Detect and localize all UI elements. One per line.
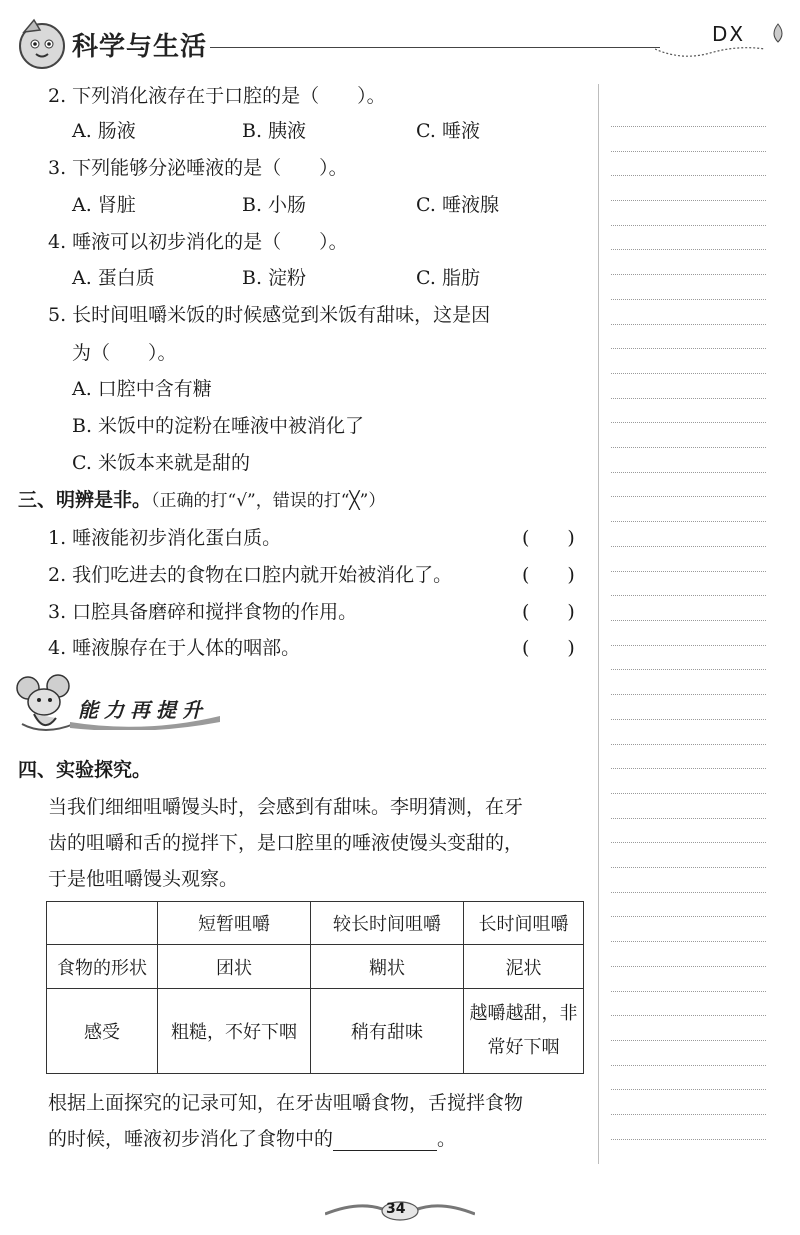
question-4-option-c: C. 脂肪 [416, 267, 480, 289]
margin-guide-line [611, 793, 766, 794]
section3-heading [18, 488, 385, 513]
section4-title: 四、实验探究。 [18, 759, 152, 781]
margin-guide-line [611, 422, 766, 423]
margin-guide-line [611, 966, 766, 967]
margin-guide-line [611, 472, 766, 473]
margin-guide-line [611, 991, 766, 992]
table-header-long: 长时间咀嚼 [464, 902, 584, 945]
paragraph-line-1: 当我们细细咀嚼馒头时，会感到有甜味。李明猜测，在牙 [48, 796, 524, 818]
question-3-option-a: A. 肾脏 [72, 194, 136, 216]
header-drop-icon [766, 22, 790, 46]
margin-guide-line [611, 818, 766, 819]
margin-guide-line [611, 1139, 766, 1140]
section3-note: （正确的打“√”，错误的打“╳”） [151, 491, 386, 511]
conclusion-line-2: 的时候，唾液初步消化了食物中的 [48, 1128, 334, 1150]
margin-guide-line [611, 842, 766, 843]
question-5-option-b: B. 米饭中的淀粉在唾液中被消化了 [72, 415, 365, 437]
margin-guide-line [611, 324, 766, 325]
margin-guide-line [611, 744, 766, 745]
judge-answer-2[interactable]: ( ) [522, 564, 575, 586]
question-4-option-a: A. 蛋白质 [72, 267, 155, 289]
table-row2-long-line1: 越嚼越甜，非 [469, 1003, 578, 1024]
margin-guide-line [611, 916, 766, 917]
table-header-longer: 较长时间咀嚼 [311, 902, 464, 945]
table-row2-long-line2: 常好下咽 [487, 1037, 560, 1058]
margin-guide-line [611, 1114, 766, 1115]
header-mascot-icon [12, 14, 72, 74]
header-rule [210, 47, 660, 48]
margin-guide-line [611, 249, 766, 250]
question-2-stem: 2. 下列消化液存在于口腔的是（ ）。 [48, 85, 386, 107]
margin-guide-line [611, 768, 766, 769]
margin-guide-line [611, 175, 766, 176]
table-header-empty [47, 902, 158, 945]
question-5-stem-cont: 为（ ）。 [72, 342, 177, 364]
judge-item-4: 4. 唾液腺存在于人体的咽部。 [48, 637, 301, 659]
margin-guide-line [611, 941, 766, 942]
table-header-short: 短暂咀嚼 [158, 902, 311, 945]
judge-answer-3[interactable]: ( ) [522, 601, 575, 623]
margin-guide-line [611, 645, 766, 646]
margin-guide-line [611, 1089, 766, 1090]
judge-item-3: 3. 口腔具备磨碎和搅拌食物的作用。 [48, 601, 358, 623]
judge-item-1: 1. 唾液能初步消化蛋白质。 [48, 527, 282, 549]
header-title: 科学与生活 [72, 32, 208, 62]
question-4-option-b: B. 淀粉 [242, 267, 307, 289]
experiment-table [46, 901, 584, 1074]
paragraph-line-3: 于是他咀嚼馒头观察。 [48, 868, 239, 890]
margin-guide-line [611, 274, 766, 275]
margin-guide-line [611, 151, 766, 152]
table-row1-label: 食物的形状 [47, 945, 158, 989]
margin-guide-line [611, 694, 766, 695]
question-3-stem: 3. 下列能够分泌唾液的是（ ）。 [48, 157, 348, 179]
margin-guide-line [611, 719, 766, 720]
margin-guide-line [611, 669, 766, 670]
judge-answer-4[interactable]: ( ) [522, 637, 575, 659]
margin-guide-line [611, 398, 766, 399]
question-3-option-c: C. 唾液腺 [416, 194, 499, 216]
margin-guide-line [611, 1040, 766, 1041]
margin-guide-line [611, 496, 766, 497]
margin-guide-line [611, 447, 766, 448]
question-5-option-c: C. 米饭本来就是甜的 [72, 452, 250, 474]
margin-guide-line [611, 373, 766, 374]
section3-title: 三、明辨是非。 [18, 489, 152, 511]
margin-guide-line [611, 521, 766, 522]
margin-guide-line [611, 620, 766, 621]
margin-divider [598, 84, 599, 1164]
margin-guide-line [611, 1065, 766, 1066]
margin-guide-line [611, 867, 766, 868]
table-row2-short: 粗糙，不好下咽 [158, 989, 311, 1074]
page-number: 34 [386, 1201, 406, 1217]
question-5-stem: 5. 长时间咀嚼米饭的时候感觉到米饭有甜味，这是因 [48, 304, 491, 326]
paragraph-line-2: 齿的咀嚼和舌的搅拌下，是口腔里的唾液使馒头变甜的， [48, 832, 524, 854]
conclusion-line-2-wrap [48, 1127, 456, 1151]
table-row1-longer: 糊状 [311, 945, 464, 989]
conclusion-end-mark: 。 [437, 1128, 457, 1150]
table-row2-label: 感受 [47, 989, 158, 1074]
question-2-option-a: A. 肠液 [72, 120, 136, 142]
answer-blank[interactable] [333, 1130, 437, 1151]
margin-guide-line [611, 200, 766, 201]
table-row2-long-cell [464, 989, 584, 1074]
margin-guide-line [611, 546, 766, 547]
question-2-option-c: C. 唾液 [416, 120, 480, 142]
question-3-option-b: B. 小肠 [242, 194, 307, 216]
margin-guide-line [611, 571, 766, 572]
margin-guide-line [611, 1015, 766, 1016]
table-row1-short: 团状 [158, 945, 311, 989]
question-2-option-b: B. 胰液 [242, 120, 307, 142]
margin-guide-line [611, 299, 766, 300]
header-wave [655, 44, 765, 58]
table-row2-longer: 稍有甜味 [311, 989, 464, 1074]
question-4-stem: 4. 唾液可以初步消化的是（ ）。 [48, 231, 348, 253]
margin-guide-line [611, 225, 766, 226]
header-code: DX [712, 22, 746, 46]
conclusion-line-1: 根据上面探究的记录可知，在牙齿咀嚼食物，舌搅拌食物 [48, 1092, 524, 1114]
banner-text: 能力再提升 [78, 698, 208, 722]
margin-guide-line [611, 892, 766, 893]
question-5-option-a: A. 口腔中含有糖 [72, 378, 212, 400]
margin-guide-line [611, 348, 766, 349]
judge-answer-1[interactable]: ( ) [522, 527, 575, 549]
judge-item-2: 2. 我们吃进去的食物在口腔内就开始被消化了。 [48, 564, 453, 586]
margin-guide-line [611, 126, 766, 127]
table-row1-long: 泥状 [464, 945, 584, 989]
margin-guide-line [611, 595, 766, 596]
